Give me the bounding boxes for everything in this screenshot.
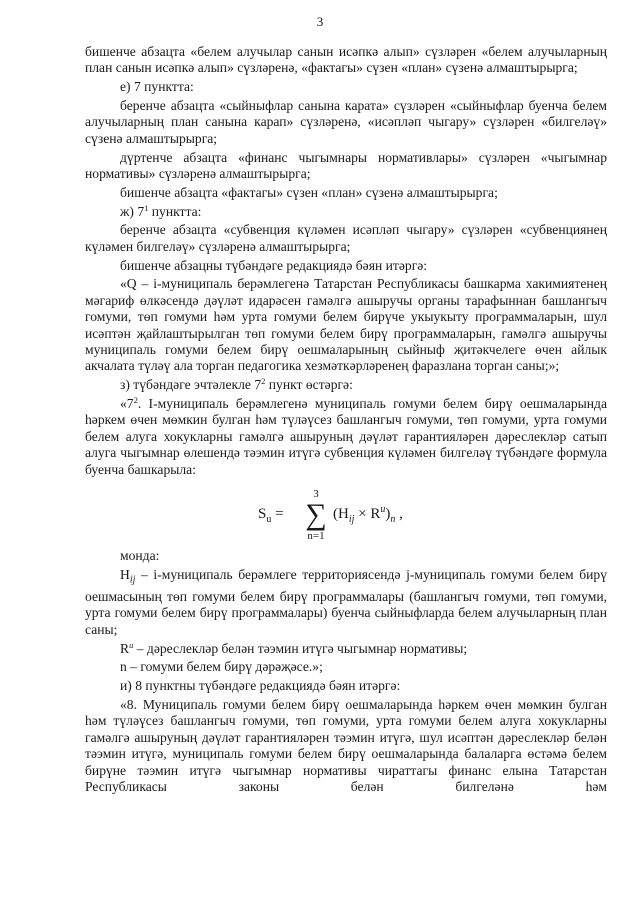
paragraph-6-text-end: пунктта:: [148, 203, 202, 219]
paragraph-6-text: ж) 7: [120, 203, 145, 219]
formula-n-subscript: n: [390, 514, 396, 526]
formula-s: S: [258, 506, 267, 523]
paragraph-11-superscript: 2: [133, 395, 138, 406]
h-subscript: ij: [129, 574, 136, 586]
paragraph-12: монда:: [120, 548, 160, 564]
document-body: [85, 44, 607, 798]
page-number: 3: [316, 14, 324, 29]
sum-upper-limit: 3: [313, 488, 319, 501]
paragraph-2: е) 7 пунктта:: [120, 79, 194, 95]
paragraph-4: дүртенче абзацта «финанс чыгымнары нормативлары» сүзләрен «чыгымнар нормативы» сүзләренә алмаштырырга;: [85, 149, 607, 182]
formula-s-subscript: u: [266, 514, 272, 526]
r-symbol: R: [120, 640, 130, 656]
paragraph-11-text-end: . I-муниципаль берәмлегенә муниципаль гомуми белем бирү оешмаларында һәркем өчен мөмкин булган һәм түләүсез башлангыч гомуми, төп гомуми, урта гомуми белем алуга хокукларны гамәлгә ашыруның дәүләт гарантияләрен дәреслекләр сатып алуга чыгымнар өлешендә тәэмин итүгә субвенция күләмен билгеләү түбәндәге формула буенча башкарыла:: [85, 396, 607, 477]
paragraph-3: беренче абзацта «сыйныфлар санына карата» сүзләрен «сыйныфлар буенча белем алучыларның план санына карап» сүзләренә, «исәпләп чыгару» сүзләрен «билгеләү» сүзенә алмаштырырга;: [85, 98, 607, 146]
r-superscript: u: [129, 639, 134, 650]
paragraph-1: бишенче абзацта «белем алучылар санын исәпкә алып» сүзләрен «белем алучыларның план санын исәпкә алып» сүзләренә, «фактагы» сүзен «план» сүзенә алмаштырырга;: [85, 44, 607, 76]
paragraph-7: беренче абзацта «субвенция күләмен исәпләп чыгару» сүзләрен «субвенциянең күләмен билгеләү» сүзләренә алмаштырырга;: [85, 222, 607, 254]
paragraph-11-text: «7: [120, 396, 134, 412]
formula-h: (H: [333, 506, 349, 523]
paragraph-6-superscript: 1: [144, 202, 149, 213]
formula-r-superscript: u: [380, 504, 386, 516]
formula-times-r: × R: [354, 506, 381, 523]
formula-lhs: [258, 506, 284, 528]
paragraph-8: бишенче абзацны түбәндәге редакциядә бәян итәргә:: [120, 257, 428, 273]
paragraph-11: [85, 396, 607, 478]
formula-h-subscript: ij: [348, 514, 355, 526]
subvention-formula: [85, 484, 607, 548]
paragraph-16: и) 8 пунктны түбәндәге редакциядә бәян итәргә:: [120, 678, 401, 694]
paragraph-17: «8. Муниципаль гомуми белем бирү оешмаларында һәркем өчен мөмкин булган һәм түләүсез башлангыч гомуми, төп гомуми, урта гомуми белем алуга хокукларны гамәлгә ашыруның дәүләт гарантияләрен тәэмин итүгә, шул исәптән дәреслекләр белән тәэмин итүгә, муниципаль гомуми белем бирү оешмаларында балаларга өстәмә белем бирүне тәэмин итүгә чыгымнар нормативы чираттагы финанс елына Татарстан Республикасы законы белән билгеләнә һәм: [85, 696, 607, 795]
h-symbol: H: [120, 566, 130, 582]
formula-rhs: [333, 506, 403, 528]
sum-lower-limit: n=1: [307, 530, 325, 543]
paragraph-5: бишенче абзацта «фактагы» сүзен «план» сүзенә алмаштырырга;: [120, 184, 498, 200]
paragraph-13: [85, 567, 607, 638]
paragraph-9: «Q – i-муниципаль берәмлегенә Татарстан Республикасы башкарма хакимиятенең мәгариф өлкәсендә дәүләт идарәсен гамәлгә ашыручы органы тарафыннан башлангыч гомуми, төп гомуми һәм урта гомуми белем бирүче укыукыту программаларын, шул исәптән җайлаштырылган төп гомуми белем бирү программаларын, гамәлгә ашыручы муниципаль гомуми белем бирү оешмаларының сыйныф җитәкчелеге өчен айлык акчалата түләү ала торган педагогика хезмәткәрләренең фаразлана торган саны;»;: [85, 276, 607, 374]
paragraph-10: [85, 377, 607, 393]
formula-equals: =: [275, 506, 284, 523]
paragraph-10-text: з) түбәндәге эчтәлекле 7: [120, 377, 262, 393]
formula-sum: [303, 488, 329, 542]
paragraph-10-superscript: 2: [261, 376, 266, 387]
paragraph-14: [85, 641, 607, 657]
formula-end: ,: [395, 506, 403, 523]
paragraph-6: [85, 204, 607, 220]
paragraph-15: n – гомуми белем бирү дәрәҗәсе.»;: [120, 659, 323, 675]
formula-close-paren: ): [385, 506, 391, 523]
sigma-symbol: ∑: [305, 498, 327, 532]
paragraph-10-text-end: пункт өстәргә:: [265, 377, 353, 393]
paragraph-14-text: – дәреслекләр белән тәэмин итүгә чыгымнар нормативы;: [133, 640, 468, 656]
paragraph-13-text: – i-муниципаль берәмлеге территориясендә j-муниципаль гомуми белем бирү оешмасының төп гомуми белем бирү программалары (башлангыч гомуми, төп гомуми, урта гомуми белем бирү программалары) буенча сыйныфларда белем алучыларның план саны;: [85, 566, 607, 637]
